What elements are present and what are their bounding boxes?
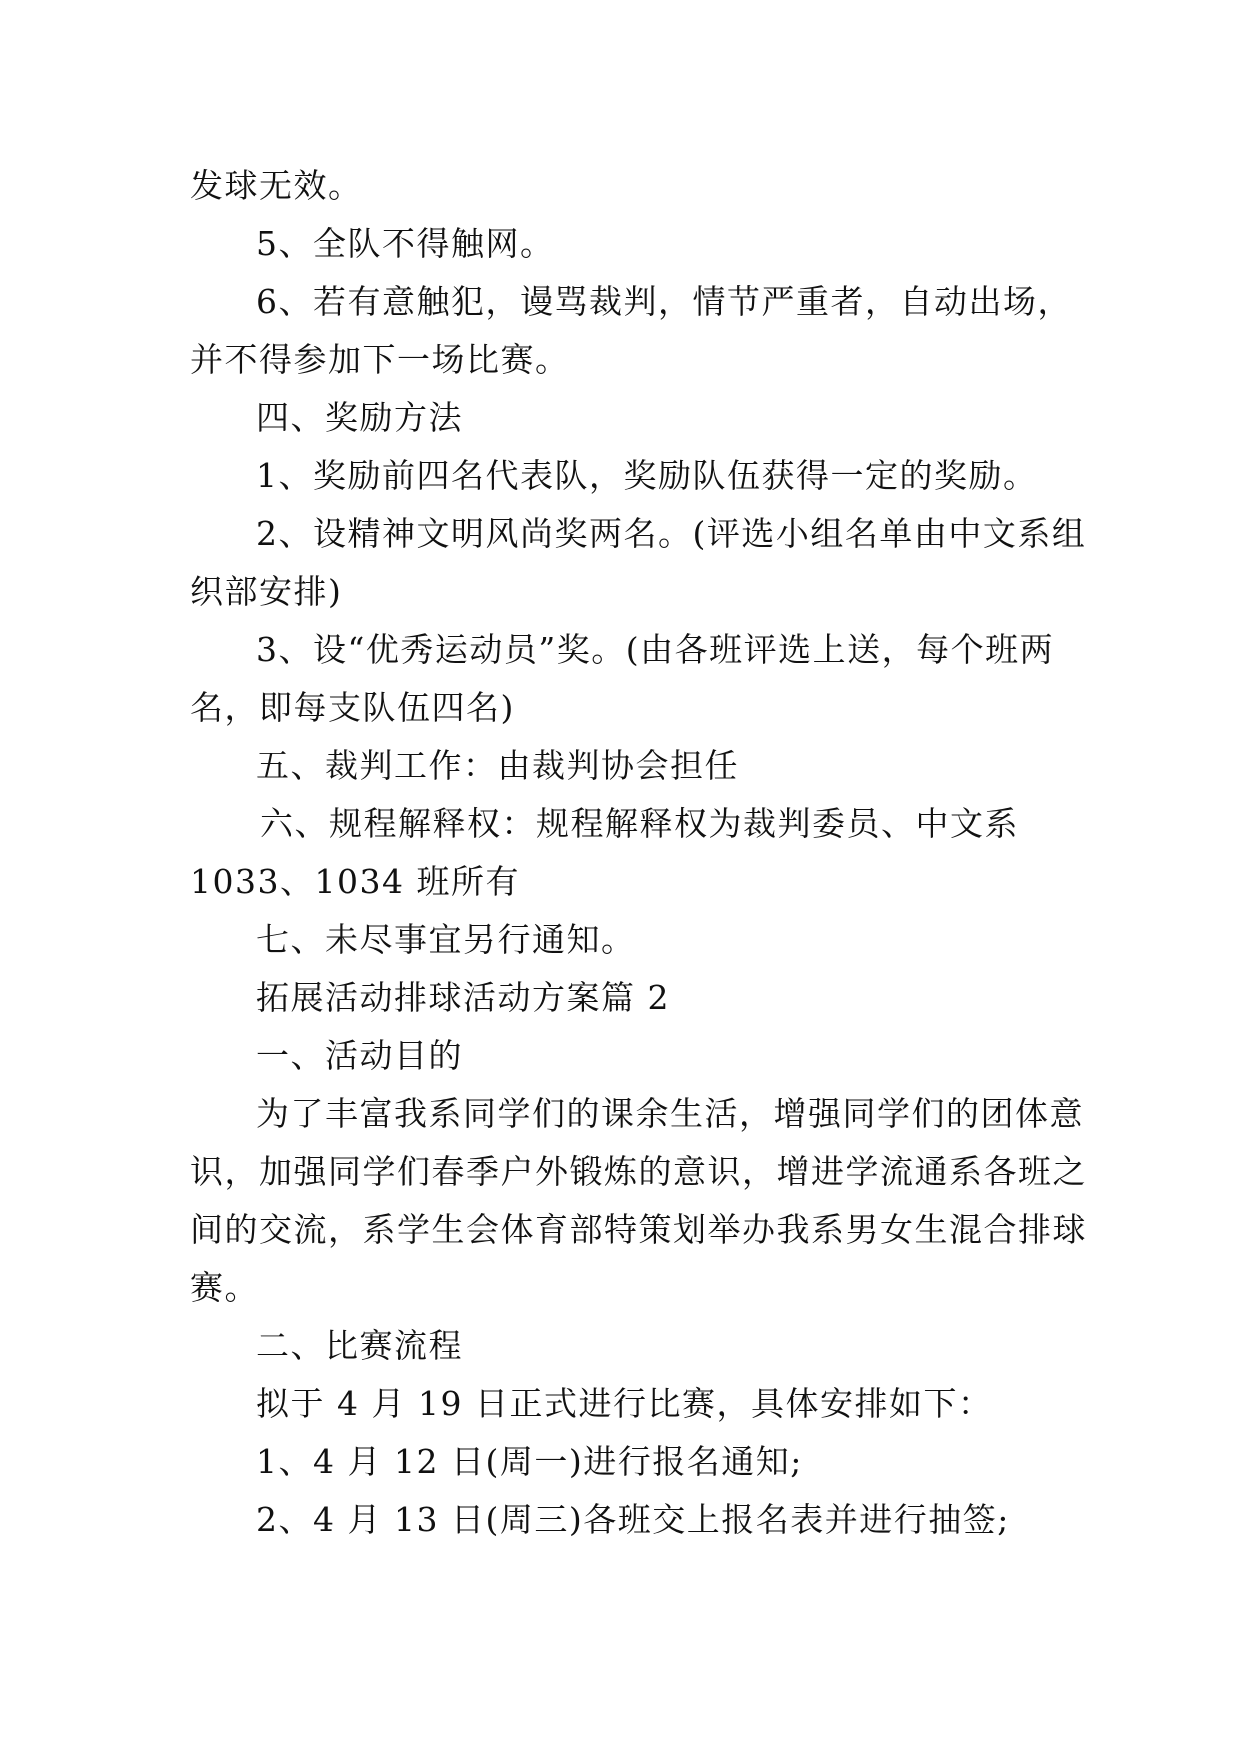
text-line: 发球无效。	[190, 166, 363, 205]
text-line: 间的交流，系学生会体育部特策划举办我系男女生混合排球	[190, 1210, 1087, 1249]
text-line: 拟于 4 月 19 日正式进行比赛，具体安排如下：	[256, 1384, 993, 1423]
text-line: 1、4 月 12 日(周一)进行报名通知;	[256, 1442, 803, 1481]
section-heading: 七、未尽事宜另行通知。	[256, 920, 636, 959]
text-line: 并不得参加下一场比赛。	[190, 340, 570, 379]
text-line: 赛。	[190, 1268, 259, 1307]
text-line: 1、奖励前四名代表队，奖励队伍获得一定的奖励。	[256, 456, 1038, 495]
section-heading: 六、规程解释权：规程解释权为裁判委员、中文系	[260, 804, 1019, 843]
text-line: 6、若有意触犯，谩骂裁判，情节严重者，自动出场，	[256, 282, 1072, 321]
section-heading: 一、活动目的	[256, 1036, 463, 1075]
section-heading: 五、裁判工作：由裁判协会担任	[256, 746, 739, 785]
section-heading: 四、奖励方法	[256, 398, 463, 437]
text-line: 2、设精神文明风尚奖两名。(评选小组名单由中文系组	[256, 514, 1087, 553]
text-line: 名，即每支队伍四名)	[190, 688, 515, 727]
article-title: 拓展活动排球活动方案篇 2	[256, 978, 670, 1017]
text-line: 1033、1034 班所有	[190, 862, 520, 901]
text-line: 5、全队不得触网。	[256, 224, 555, 263]
text-line: 为了丰富我系同学们的课余生活，增强同学们的团体意	[256, 1094, 1084, 1133]
text-line: 识，加强同学们春季户外锻炼的意识，增进学流通系各班之	[190, 1152, 1087, 1191]
text-line: 织部安排)	[190, 572, 343, 611]
section-heading: 二、比赛流程	[256, 1326, 463, 1365]
text-line: 2、4 月 13 日(周三)各班交上报名表并进行抽签;	[256, 1500, 1010, 1539]
text-line: 3、设“优秀运动员”奖。(由各班评选上送，每个班两	[256, 630, 1055, 669]
